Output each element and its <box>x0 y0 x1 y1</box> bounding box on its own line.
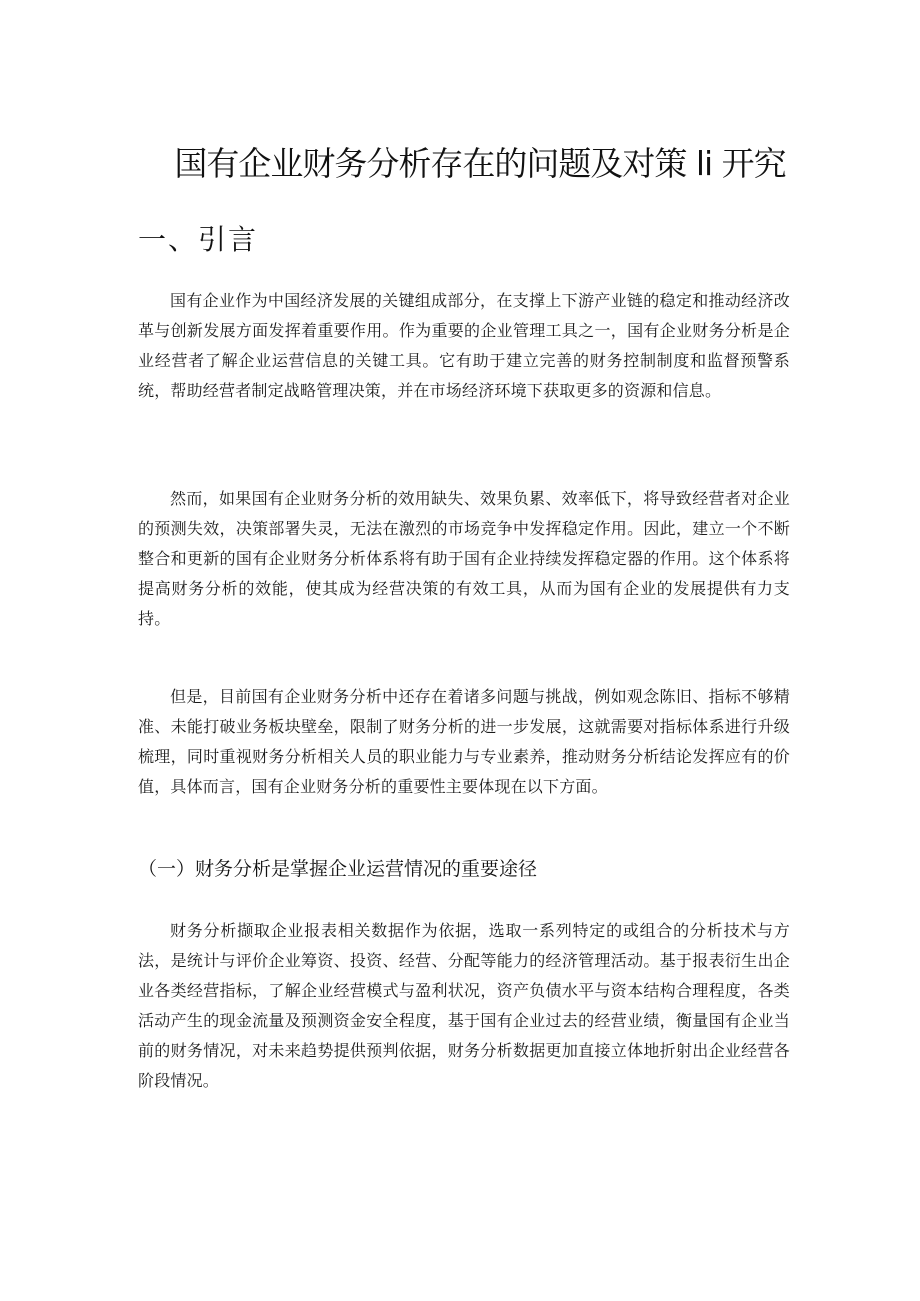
document-title: 国有企业财务分析存在的问题及对策 li 开究 <box>174 144 786 183</box>
body-paragraph: 但是，目前国有企业财务分析中还存在着诸多问题与挑战，例如观念陈旧、指标不够精准、未能打破业务板块壁垒，限制了财务分析的进一步发展，这就需要对指标体系进行升级梳理，同时重视财务分析相关人员的职业能力与专业素养，推动财务分析结论发挥应有的价值，具体而言，国有企业财务分析的重要性主要体现在以下方面。 <box>138 687 790 796</box>
body-paragraph: 然而，如果国有企业财务分析的效用缺失、效果负累、效率低下，将导致经营者对企业的预测失效，决策部署失灵，无法在激烈的市场竞争中发挥稳定作用。因此，建立一个不断整合和更新的国有企业财务分析体系将有助于国有企业持续发挥稳定器的作用。这个体系将提高财务分析的效能，使其成为经营决策的有效工具，从而为国有企业的发展提供有力支持。 <box>138 489 790 628</box>
section-heading-introduction: 一、引言 <box>138 223 259 256</box>
subsection-paragraph: 财务分析撷取企业报表相关数据作为依据，选取一系列特定的或组合的分析技术与方法，是统计与评价企业筹资、投资、经营、分配等能力的经济管理活动。基于报表衍生出企业各类经营指标，了解企业经营模式与盈利状况，资产负债水平与资本结构合理程度，各类活动产生的现金流量及预测资金安全程度，基于国有企业过去的经营业绩，衡量国有企业当前的财务情况，对未来趋势提供预判依据，财务分析数据更加直接立体地折射出企业经营各阶段情况。 <box>138 921 790 1090</box>
subsection-heading: （一）财务分析是掌握企业运营情况的重要途径 <box>138 858 538 880</box>
body-paragraph: 国有企业作为中国经济发展的关键组成部分，在支撑上下游产业链的稳定和推动经济改革与创新发展方面发挥着重要作用。作为重要的企业管理工具之一，国有企业财务分析是企业经营者了解企业运营信息的关键工具。它有助于建立完善的财务控制制度和监督预警系统，帮助经营者制定战略管理决策，并在市场经济环境下获取更多的资源和信息。 <box>138 291 790 400</box>
